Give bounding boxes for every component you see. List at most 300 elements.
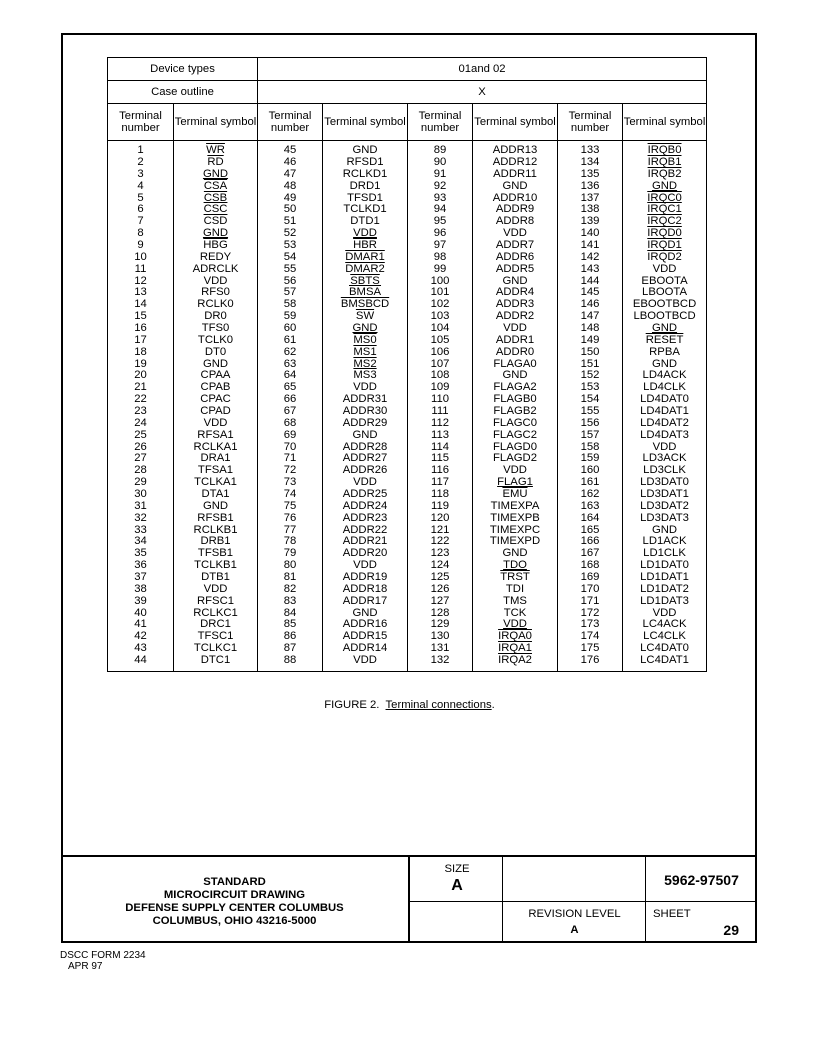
terminal-symbol: VDD (353, 559, 377, 572)
terminal-number: 114 (431, 440, 450, 453)
drawing-number: 5962-97507 (645, 855, 757, 901)
terminal-symbol: VDD (203, 416, 228, 429)
size-value: A (451, 877, 463, 894)
terminal-number: 35 (134, 547, 147, 560)
terminal-number: 124 (430, 559, 450, 572)
sheet-cell (645, 901, 757, 943)
terminal-symbol: RCLKB1 (193, 523, 238, 536)
terminal-symbol: $\overline{CSC}$ (203, 203, 228, 216)
terminal-symbol: BMSBCD (340, 298, 390, 311)
terminal-number: 87 (283, 642, 297, 655)
terminal-number: 31 (134, 499, 147, 512)
terminal-symbol: FLAG1 (497, 476, 533, 489)
terminal-symbol: ADDR8 (495, 215, 535, 228)
terminal-symbol: VDD (503, 464, 527, 477)
terminal-number: 151 (580, 357, 600, 370)
terminal-number: 118 (431, 488, 450, 501)
terminal-symbol: IRQB0 (647, 144, 682, 157)
terminal-symbol: $\overline{CSB}$ (203, 191, 228, 204)
terminal-symbol: LBOOTBCD (633, 310, 696, 323)
terminal-symbol: TRST (500, 571, 530, 584)
device-types-label: Device types (108, 58, 258, 81)
terminal-symbol: $\overline{SW}$ (355, 310, 375, 323)
terminal-symbol: GND (502, 547, 528, 560)
terminal-number: 65 (283, 381, 297, 394)
terminal-symbol: CPAA (200, 369, 231, 382)
terminal-number: 23 (134, 405, 147, 417)
terminal-symbol: TCLKB1 (194, 559, 237, 572)
terminal-symbol: MS0 (353, 333, 377, 346)
terminal-number: 139 (580, 215, 600, 228)
terminal-number: 95 (433, 215, 447, 228)
terminal-number: 106 (430, 345, 450, 358)
terminal-symbol: IRQC2 (647, 215, 682, 228)
terminal-symbol: DTA1 (201, 488, 230, 501)
terminal-symbol: GND (202, 167, 229, 180)
terminal-symbol: VDD (203, 582, 228, 595)
terminal-number: 45 (283, 144, 297, 157)
terminal-number: 41 (134, 618, 147, 631)
revision-cell (502, 901, 645, 943)
terminal-symbol: LC4DAT1 (640, 654, 689, 667)
form-date: APR 97 (68, 961, 103, 972)
agency-line-2: MICROCIRCUIT DRAWING (163, 889, 306, 901)
terminal-symbol: ADDR23 (342, 511, 388, 524)
terminal-number: 62 (283, 345, 297, 358)
terminal-number: 128 (430, 606, 450, 619)
terminal-symbol: LD1ACK (642, 535, 687, 548)
number-column (108, 141, 174, 672)
terminal-symbol: LBOOTA (642, 286, 688, 299)
terminal-number: 80 (283, 559, 297, 572)
terminal-number: 91 (433, 167, 447, 180)
terminal-symbol: TIMEXPC (489, 523, 541, 536)
terminal-number: 42 (134, 630, 147, 643)
case-outline-value: X (258, 81, 707, 104)
terminal-symbol: ADDR14 (342, 642, 388, 655)
terminal-symbol: GND (651, 357, 678, 370)
terminal-symbol: LD1DAT2 (640, 582, 689, 595)
figure-caption (0, 699, 819, 711)
blank-cell (408, 901, 502, 943)
terminal-number: 149 (580, 333, 600, 346)
terminal-number: 166 (580, 535, 600, 548)
terminal-symbol: ADDR10 (492, 191, 538, 204)
terminal-number: 55 (283, 262, 297, 275)
terminal-number: 75 (283, 499, 297, 512)
terminal-symbol: RFSD1 (346, 155, 384, 168)
caption-title: Terminal connections (385, 699, 492, 711)
terminal-symbol: VDD (652, 606, 677, 619)
terminal-symbol: LD1DAT3 (640, 594, 689, 607)
terminal-symbol: $\overline{CSD}$ (203, 215, 228, 228)
agency-block (61, 855, 408, 943)
terminal-number-header: Terminal number (558, 104, 623, 141)
terminal-number: 69 (283, 428, 297, 441)
title-block (61, 855, 757, 943)
terminal-number: 137 (580, 191, 600, 204)
terminal-symbol: TIMEXPA (490, 499, 540, 512)
terminal-symbol: RPBA (649, 345, 680, 358)
terminal-number: 76 (283, 511, 297, 524)
terminal-number: 103 (430, 310, 450, 323)
terminal-symbol: EBOOTBCD (632, 298, 697, 311)
terminal-symbol: FLAGA0 (493, 357, 537, 370)
terminal-symbol: RCLKC1 (193, 606, 238, 619)
terminal-symbol: ADDR16 (342, 618, 388, 631)
terminal-number: 140 (580, 227, 600, 240)
terminal-symbol: LD3CLK (643, 464, 686, 477)
terminal-number: 71 (283, 452, 297, 465)
terminal-symbol: IRQD0 (647, 227, 682, 240)
terminal-number: 12 (134, 274, 147, 287)
terminal-number: 112 (431, 416, 450, 429)
terminal-symbol: ADDR22 (342, 523, 388, 536)
terminal-symbol: LD1CLK (643, 547, 686, 560)
terminal-symbol: VDD (353, 476, 377, 489)
terminal-number: 144 (580, 274, 600, 287)
terminal-symbol: DMAR2 (345, 262, 385, 275)
terminal-symbol: ADDR25 (342, 488, 388, 501)
terminal-number: 59 (283, 310, 297, 323)
terminal-symbol: IRQB1 (647, 155, 682, 168)
terminal-number: 61 (283, 333, 297, 346)
terminal-symbol: MS2 (353, 357, 377, 370)
terminal-symbol: DT0 (204, 345, 227, 358)
terminal-number: 163 (580, 499, 600, 512)
terminal-symbol: EBOOTA (641, 274, 688, 287)
terminal-symbol: LD4CLK (643, 381, 686, 394)
terminal-number: 146 (580, 298, 600, 311)
terminal-number: 57 (283, 286, 297, 299)
terminal-symbol: ADDR24 (342, 499, 388, 512)
size-cell (408, 855, 502, 901)
terminal-number: 28 (134, 464, 147, 477)
terminal-number: 68 (283, 416, 297, 429)
terminal-number: 109 (430, 381, 450, 394)
terminal-symbol: ADDR30 (342, 405, 388, 417)
terminal-number: 30 (134, 488, 147, 501)
terminal-symbol: LD3DAT3 (640, 511, 689, 524)
terminal-symbol: LD3DAT0 (640, 476, 689, 489)
terminal-number: 78 (283, 535, 297, 548)
terminal-symbol: GND (651, 523, 678, 536)
terminal-number: 26 (134, 440, 147, 453)
terminal-number: 94 (433, 203, 447, 216)
terminal-number: 82 (283, 582, 297, 595)
terminal-symbol: ADDR7 (495, 238, 535, 251)
terminal-symbol: FLAGB2 (493, 405, 537, 417)
device-types-value: 01and 02 (258, 58, 707, 81)
terminal-number: 18 (134, 345, 147, 358)
terminal-symbol: ADDR0 (495, 345, 535, 358)
terminal-number: 116 (431, 464, 450, 477)
terminal-symbol: LC4DAT0 (640, 642, 689, 655)
terminal-symbol: GND (502, 369, 528, 382)
terminal-symbol: TMS (503, 594, 527, 607)
terminal-number: 7 (137, 215, 144, 228)
terminal-number: 108 (430, 369, 450, 382)
terminal-number: 34 (134, 535, 147, 548)
terminal-number: 73 (283, 476, 297, 489)
terminal-symbol: $\overline{EMU}$ (502, 488, 528, 501)
terminal-number: 99 (433, 262, 447, 275)
terminal-number: 157 (580, 428, 600, 441)
terminal-number: 165 (580, 523, 600, 536)
terminal-number: 131 (430, 642, 450, 655)
terminal-number: 101 (430, 286, 450, 299)
terminal-symbol: FLAGD2 (493, 452, 537, 465)
terminal-number: 159 (580, 452, 600, 465)
terminal-symbol: ADDR11 (493, 167, 537, 180)
terminal-symbol: ADDR26 (342, 464, 388, 477)
terminal-number: 19 (134, 357, 147, 370)
terminal-number: 10 (134, 250, 147, 263)
terminal-symbol: GND (352, 144, 378, 157)
terminal-number: 47 (283, 167, 297, 180)
terminal-number: 98 (433, 250, 447, 263)
terminal-symbol: LD4DAT2 (640, 416, 689, 429)
terminal-symbol: TFSC1 (197, 630, 234, 643)
terminal-number-header: Terminal number (258, 104, 323, 141)
terminal-symbol: CPAC (200, 393, 231, 406)
terminal-symbol: CPAB (200, 381, 231, 394)
caption-prefix: FIGURE 2. (324, 699, 380, 711)
terminal-symbol: TFSB1 (197, 547, 234, 560)
terminal-symbol: LC4ACK (642, 618, 687, 631)
terminal-symbol: SBTS (350, 274, 380, 287)
terminal-number: 46 (283, 155, 297, 168)
terminal-symbol: DTC1 (200, 654, 231, 667)
terminal-symbol: ADDR1 (495, 333, 535, 346)
symbol-column (323, 141, 408, 672)
terminal-number: 66 (283, 393, 297, 406)
terminal-number: 130 (430, 630, 450, 643)
terminal-symbol: ADDR19 (342, 571, 388, 584)
terminal-symbol: VDD (353, 227, 377, 240)
terminal-symbol: ADDR29 (342, 416, 388, 429)
terminal-number: 170 (580, 582, 600, 595)
terminal-number: 97 (433, 238, 447, 251)
terminal-symbol: RFSC1 (196, 594, 235, 607)
terminal-symbol: IRQB2 (647, 167, 682, 180)
terminal-number: 64 (283, 369, 297, 382)
terminal-number: 63 (283, 357, 297, 370)
terminal-symbol: ADDR12 (492, 155, 538, 168)
terminal-symbol: GND (202, 357, 229, 370)
terminal-number: 25 (134, 428, 147, 441)
terminal-number: 96 (433, 227, 447, 240)
terminal-symbol: ADDR13 (492, 144, 538, 157)
agency-line-1: STANDARD (203, 876, 266, 888)
terminal-number: 123 (430, 547, 450, 560)
terminal-number: 133 (580, 144, 600, 157)
terminal-number: 67 (283, 405, 297, 417)
terminal-number: 20 (134, 369, 147, 382)
terminal-number: 154 (580, 393, 600, 406)
terminal-symbol: RFSB1 (197, 511, 234, 524)
terminal-number: 168 (580, 559, 600, 572)
terminal-number: 32 (134, 511, 147, 524)
terminal-number: 15 (134, 310, 147, 323)
terminal-number: 85 (283, 618, 297, 631)
terminal-number: 79 (283, 547, 297, 560)
agency-line-4: COLUMBUS, OHIO 43216-5000 (152, 915, 317, 927)
blank-cell (502, 855, 645, 901)
terminal-symbol: ADDR3 (495, 298, 535, 311)
terminal-symbol: $\overline{CSA}$ (203, 179, 228, 192)
terminal-symbol: TDO (503, 559, 527, 572)
number-column (558, 141, 623, 672)
terminal-symbol: GND (352, 321, 378, 334)
terminal-number: 104 (430, 321, 450, 334)
terminal-symbol: GND (502, 274, 528, 287)
terminal-symbol: LD3DAT1 (640, 488, 689, 501)
terminal-number: 145 (580, 286, 600, 299)
terminal-symbol: GND (651, 321, 678, 334)
terminal-number: 27 (134, 452, 147, 465)
terminal-number: 56 (283, 274, 297, 287)
terminal-number: 52 (283, 227, 297, 240)
terminal-number: 9 (137, 238, 144, 251)
terminal-number: 126 (430, 582, 450, 595)
terminal-symbol: GND (651, 179, 678, 192)
terminal-symbol: ADDR21 (342, 535, 388, 548)
terminal-connections-table (107, 57, 707, 672)
terminal-number: 138 (580, 203, 600, 216)
terminal-symbol: LC4CLK (643, 630, 686, 643)
terminal-number: 74 (283, 488, 297, 501)
terminal-number: 11 (134, 262, 147, 275)
terminal-number: 3 (137, 167, 144, 180)
terminal-number: 141 (580, 238, 600, 251)
terminal-number: 51 (283, 215, 297, 228)
terminal-symbol: VDD (503, 321, 527, 334)
terminal-symbol: DMAR1 (345, 250, 385, 263)
terminal-symbol: IRQA2 (498, 654, 532, 667)
terminal-number: 2 (137, 155, 144, 168)
terminal-number: 158 (580, 440, 600, 453)
terminal-symbol: ADDR28 (342, 440, 388, 453)
terminal-number: 48 (283, 179, 297, 192)
terminal-symbol: IRQD1 (647, 238, 682, 251)
case-outline-label: Case outline (108, 81, 258, 104)
terminal-number: 120 (430, 511, 450, 524)
terminal-symbol: GND (202, 499, 229, 512)
terminal-symbol: LD3ACK (642, 452, 687, 465)
terminal-number: 167 (580, 547, 600, 560)
form-number: DSCC FORM 2234 (60, 950, 146, 961)
terminal-symbol: VDD (203, 274, 228, 287)
terminal-number: 5 (137, 191, 144, 204)
terminal-symbol: GND (202, 227, 229, 240)
terminal-number-header: Terminal number (408, 104, 473, 141)
terminal-symbol: LD1DAT1 (640, 571, 689, 584)
symbol-column (174, 141, 258, 672)
terminal-symbol: ADRCLK (192, 262, 239, 275)
terminal-symbol: ADDR17 (342, 594, 388, 607)
device-types-row (108, 58, 707, 81)
terminal-symbol: VDD (353, 654, 377, 667)
terminal-symbol: DRB1 (200, 535, 231, 548)
terminal-symbol-header: Terminal symbol (623, 104, 707, 141)
terminal-symbol: ADDR6 (495, 250, 535, 263)
terminal-symbol: ADDR18 (342, 582, 388, 595)
terminal-symbol: DR0 (204, 310, 227, 323)
terminal-number: 161 (580, 476, 600, 489)
terminal-symbol: ADDR9 (495, 203, 535, 216)
terminal-symbol: LD4DAT0 (640, 393, 689, 406)
terminal-number: 21 (134, 381, 147, 394)
terminal-symbol: TFS0 (201, 321, 230, 334)
symbol-column (473, 141, 558, 672)
terminal-number: 107 (430, 357, 450, 370)
terminal-symbol: LD1DAT0 (640, 559, 689, 572)
terminal-number: 148 (580, 321, 600, 334)
terminal-symbol: FLAGD0 (493, 440, 537, 453)
terminal-number: 164 (580, 511, 600, 524)
number-column (258, 141, 323, 672)
terminal-number: 53 (283, 238, 297, 251)
terminal-symbol: CPAD (200, 405, 231, 417)
terminal-symbol: DRD1 (349, 179, 381, 192)
terminal-symbol: TCLKA1 (194, 476, 237, 489)
terminal-number: 39 (134, 594, 147, 607)
terminal-symbol: VDD (503, 618, 527, 631)
terminal-number: 162 (580, 488, 600, 501)
terminal-number: 156 (580, 416, 600, 429)
terminal-number: 111 (431, 405, 449, 417)
terminal-number: 77 (283, 523, 297, 536)
terminal-symbol: VDD (353, 381, 377, 394)
pin-list-row (108, 141, 707, 672)
terminal-number: 100 (430, 274, 450, 287)
terminal-symbol: TFSD1 (347, 191, 383, 204)
terminal-symbol: GND (502, 179, 528, 192)
terminal-number: 153 (580, 381, 600, 394)
sheet-number: 29 (723, 922, 739, 938)
terminal-symbol: LD3DAT2 (640, 499, 689, 512)
terminal-symbol: BMSA (349, 286, 382, 299)
terminal-number: 33 (134, 523, 147, 536)
terminal-symbol: RCLK0 (197, 298, 234, 311)
terminal-number: 175 (580, 642, 600, 655)
terminal-symbol: TIMEXPB (490, 511, 540, 524)
terminal-number: 173 (580, 618, 600, 631)
terminal-number: 58 (283, 298, 297, 311)
terminal-symbol: DRA1 (200, 452, 231, 465)
terminal-symbol: DTB1 (201, 571, 230, 584)
terminal-number: 6 (137, 203, 144, 216)
terminal-symbol: ADDR20 (342, 547, 388, 560)
terminal-symbol: TCLKC1 (193, 642, 238, 655)
terminal-symbol: $\overline{HBR}$ (353, 238, 377, 251)
terminal-symbol: $\overline{RD}$ (207, 155, 224, 168)
terminal-number-header: Terminal number (108, 104, 174, 141)
terminal-number: 84 (283, 606, 297, 619)
terminal-symbol: VDD (652, 262, 677, 275)
terminal-symbol: DTD1 (350, 215, 380, 228)
terminal-symbol: TFSA1 (197, 464, 234, 477)
terminal-number: 81 (283, 571, 297, 584)
column-header-row (108, 104, 707, 141)
terminal-number: 172 (580, 606, 600, 619)
terminal-number: 93 (433, 191, 447, 204)
terminal-number: 121 (430, 523, 450, 536)
terminal-symbol: ADDR4 (495, 286, 535, 299)
symbol-column (623, 141, 707, 672)
agency-line-3: DEFENSE SUPPLY CENTER COLUMBUS (125, 902, 344, 914)
